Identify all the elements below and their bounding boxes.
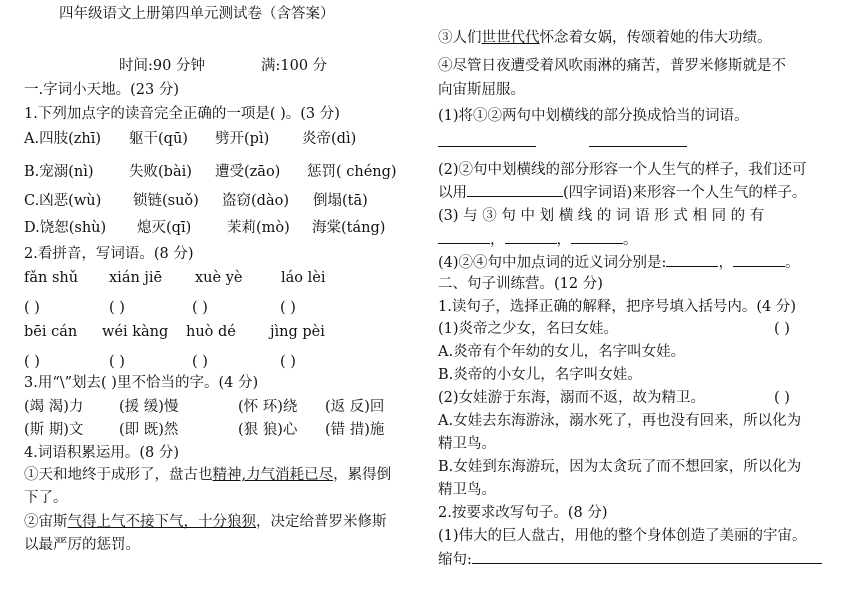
answer-paren[interactable]: ( ) [109,300,125,316]
answer-paren[interactable]: ( ) [192,300,208,316]
question-2: 2.看拼音，写词语。(8 分) [24,246,194,262]
sentence-2-cont: 以最严厉的惩罚。 [24,537,140,553]
q1-option-d-4: 海棠(táng) [312,220,386,236]
pinyin-4: láo lèi [281,270,326,286]
q4-sub-4: (4)②④句中加点词的近义词分别是: ， 。 [438,252,799,273]
q1-option-b-3: 遭受(zāo) [215,164,281,180]
q3-item: (狠 狼)心 [238,422,298,438]
pinyin-8: jìng pèi [270,324,325,340]
q3-item: (援 缓)慢 [119,399,179,415]
answer-blank[interactable] [505,229,557,244]
q3-item: (竭 渴)力 [24,399,84,415]
exam-score: 满:100 分 [261,58,328,74]
pinyin-6: wéi kàng [102,324,169,340]
answer-blank[interactable] [438,132,536,147]
q4-sub-3-blanks: ， ， 。 [438,229,638,250]
question-4: 4.词语积累运用。(8 分) [24,445,179,461]
pinyin-1: fǎn shǔ [24,270,79,286]
q1-option-d-1: D.饶恕(shù) [24,220,107,236]
answer-blanks [438,132,687,153]
q1-option-c-1: C.凶恶(wù) [24,193,102,209]
q1-option-a-1: A.四肢(zhī) [24,131,102,147]
q4-sub-1: (1)将①②两句中划横线的部分换成恰当的词语。 [438,108,749,124]
answer-blank[interactable] [589,132,687,147]
answer-paren[interactable]: ( ) [774,390,790,406]
answer-blank[interactable] [571,229,623,244]
q1-option-c-2: 锁链(suǒ) [133,193,199,209]
question-r2: 2.按要求改写句子。(8 分) [438,505,608,521]
sentence-4: ④尽管日夜遭受着风吹雨淋的痛苦，普罗米修斯就是不 [438,58,786,74]
pinyin-2: xián jiē [109,270,163,286]
q4-sub-2-cont: 以用 (四字词语)来形容一个人生气的样子。 [438,182,806,203]
pinyin-5: bēi cán [24,324,78,340]
q1-option-d-3: 茉莉(mò) [227,220,290,236]
q3-item: (即 既)然 [119,422,179,438]
question-r1-1: (1)炎帝之少女，名曰女娃。 [438,321,619,337]
question-r2-1: (1)伟大的巨人盘古，用他的整个身体创造了美丽的宇宙。 [438,528,807,544]
answer-blank[interactable] [733,252,785,267]
q3-item: (怀 环)绕 [238,399,298,415]
q1-option-b-1: B.宠溺(nì) [24,164,94,180]
q3-item: (返 反)回 [325,399,385,415]
answer-paren[interactable]: ( ) [24,300,40,316]
q1-option-d-2: 熄灭(qī) [137,220,192,236]
answer-paren[interactable]: ( ) [192,354,208,370]
underlined-phrase: 世世代代 [481,30,540,46]
q1-option-a-3: 劈开(pì) [215,131,270,147]
q1-option-b-4: 惩罚( chéng) [307,164,397,180]
answer-blank[interactable] [467,182,563,197]
pinyin-3: xuè yè [195,270,243,286]
question-r1: 1.读句子，选择正确的解释，把序号填入括号内。(4 分) [438,299,796,315]
q1-option-a-4: 炎帝(dì) [302,131,357,147]
option-b: B.炎帝的小女儿，名字叫女娃。 [438,367,642,383]
answer-blank[interactable] [438,229,490,244]
answer-blank[interactable] [472,549,822,564]
sentence-3: ③人们世世代代怀念着女娲，传颂着她的伟大功绩。 [438,30,772,46]
sentence-1: ①天和地终于成形了，盘古也精神,力气消耗已尽，累得倒 [24,467,392,483]
answer-paren[interactable]: ( ) [280,354,296,370]
q1-option-c-3: 盗窃(dào) [222,193,289,209]
sentence-1-cont: 下了。 [24,490,68,506]
option-a: A.炎帝有个年幼的女儿，名字叫女娃。 [438,344,686,360]
sentence-2: ②宙斯气得上气不接下气，十分狼狈，决定给普罗米修斯 [24,514,387,530]
question-3: 3.用“\”划去( )里不恰当的字。(4 分) [24,375,259,391]
condense-line: 缩句: [438,549,822,570]
sentence-4-cont: 向宙斯屈服。 [438,82,525,98]
underlined-phrase: 气得上气不接下气，十分狼狈 [67,514,256,530]
q3-item: (斯 期)文 [24,422,84,438]
answer-blank[interactable] [666,252,718,267]
q1-option-b-2: 失败(bài) [129,164,192,180]
answer-paren[interactable]: ( ) [109,354,125,370]
exam-time: 时间:90 分钟 [119,58,205,74]
option-a: A.女娃去东海游泳，溺水死了，再也没有回来，所以化为 [438,413,802,429]
q4-sub-3: (3) 与 ③ 句 中 划 横 线 的 词 语 形 式 相 同 的 有 [438,208,765,224]
option-a-cont: 精卫鸟。 [438,436,496,452]
section-2-heading: 二、句子训练营。(12 分) [438,276,603,292]
question-r1-2: (2)女娃游于东海，溺而不返，故为精卫。 [438,390,706,406]
q3-item: (错 措)施 [325,422,385,438]
section-1-heading: 一.字词小天地。(23 分) [24,82,179,98]
q1-option-c-4: 倒塌(tā) [313,193,368,209]
underlined-phrase: 精神,力气消耗已尽 [212,467,334,483]
answer-paren[interactable]: ( ) [280,300,296,316]
pinyin-7: huò dé [186,324,236,340]
option-b: B.女娃到东海游玩，因为太贪玩了而不想回家，所以化为 [438,459,802,475]
page-title: 四年级语文上册第四单元测试卷（含答案） [59,6,335,22]
question-1: 1.下列加点字的读音完全正确的一项是( )。(3 分) [24,106,340,122]
q4-sub-2: (2)②句中划横线的部分形容一个人生气的样子，我们还可 [438,162,807,178]
answer-paren[interactable]: ( ) [774,321,790,337]
answer-paren[interactable]: ( ) [24,354,40,370]
q1-option-a-2: 躯干(qū) [129,131,188,147]
option-b-cont: 精卫鸟。 [438,482,496,498]
